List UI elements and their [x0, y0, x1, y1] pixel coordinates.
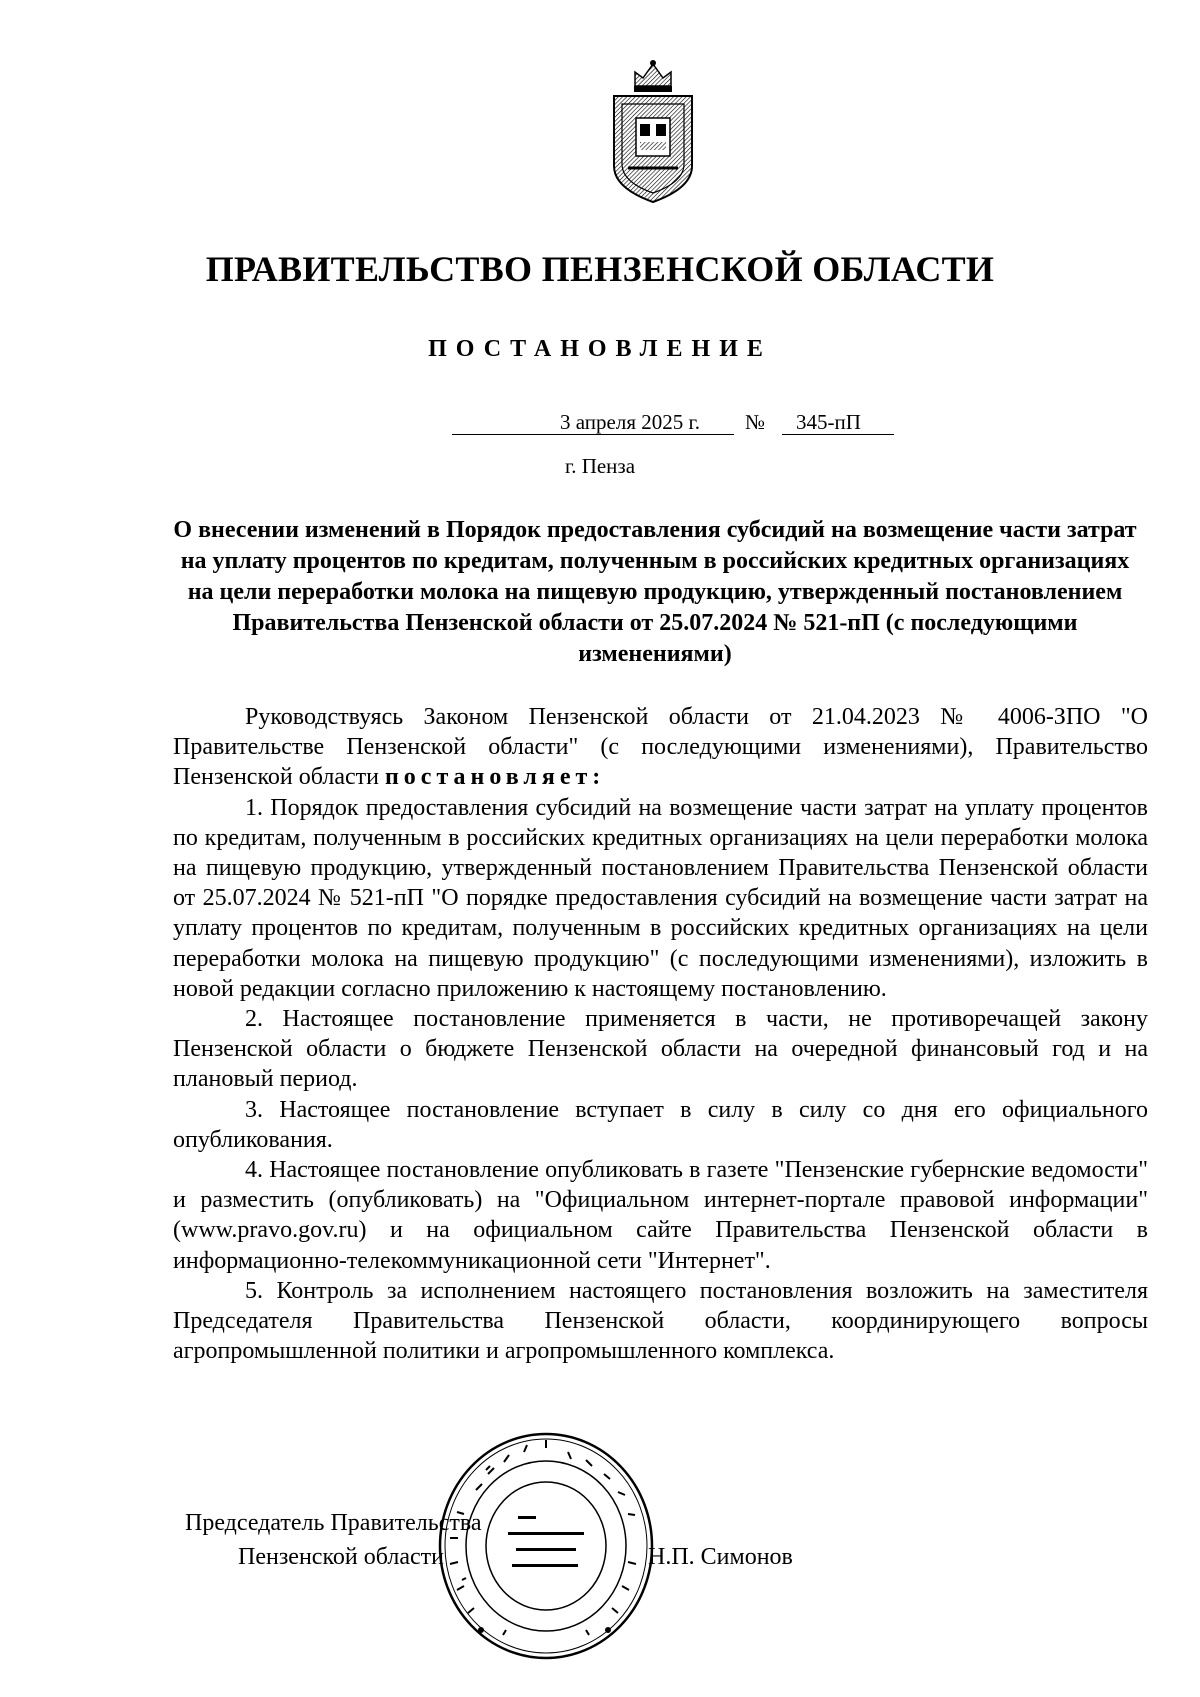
number-sign: №	[745, 410, 766, 434]
document-subject: О внесении изменений в Порядок предоставления субсидий на возмещение части затрат на уплату процентов по кредитам, полученным в российских кредитных организациях на цели переработки молока на пищевую продукцию, утвержденный постановлением Правительства Пензенской области от 25.07.2024 № 521-пП (с последующими изменениями)	[173, 517, 1137, 667]
org-title: ПРАВИТЕЛЬСТВО ПЕНЗЕНСКОЙ ОБЛАСТИ	[205, 249, 995, 289]
item-1: 1. Порядок предоставления субсидий на возмещение части затрат на уплату процентов по кредитам, полученным в российских кредитных организациях на цели переработки молока на пищевую продукцию, утвержденный постановлением Правительства Пензенской области от 25.07.2024 № 521-пП "О порядке предоставления субсидий на возмещение части затрат на уплату процентов по кредитам, полученным в российских кредитных организациях на цели переработки молока на пищевую продукцию" (с последующими изменениями), изложить в новой редакции согласно приложению к настоящему постановлению.	[173, 794, 1148, 1002]
signatory-name: Н.П. Симонов	[648, 1544, 793, 1570]
item-4: 4. Настоящее постановление опубликовать в газете "Пензенские губернские ведомости" и разместить (опубликовать) на "Официальном интернет-портале правовой информации" (www.pravo.gov.ru) и на официальном сайте Правительства Пензенской области в информационно-телекоммуникационной сети "Интернет".	[173, 1157, 1148, 1274]
document-number: 345-пП	[782, 410, 894, 435]
document-date: 3 апреля 2025 г.	[452, 410, 734, 435]
item-2: 2. Настоящее постановление применяется в части, не противоречащей закону Пензенской области о бюджете Пензенской области на очередной финансовый год и на плановый период.	[173, 1006, 1148, 1093]
preamble-text: Руководствуясь Законом Пензенской области от 21.04.2023 № 4006-ЗПО "О Правительстве Пензенской области" (с последующими изменениями), Правительство Пензенской области	[173, 704, 1148, 791]
item-5: 5. Контроль за исполнением настоящего постановления возложить на заместителя Председателя Правительства Пензенской области, координирующего вопросы агропромышленной политики и агропромышленного комплекса.	[173, 1277, 1148, 1365]
preamble-paragraph	[173, 702, 1148, 793]
signatory-org: Пензенской области	[238, 1544, 444, 1570]
official-seal-icon	[436, 1430, 656, 1662]
city: г. Пенза	[564, 454, 636, 478]
coat-of-arms-icon	[610, 58, 696, 206]
document-body	[173, 702, 1148, 1366]
item-3: 3. Настоящее постановление вступает в силу в силу со дня его официального опубликования.	[173, 1096, 1148, 1153]
signatory-title: Председатель Правительства	[185, 1510, 482, 1536]
decree-word: постановляет:	[384, 764, 606, 791]
document-type: ПОСТАНОВЛЕНИЕ	[428, 336, 772, 362]
